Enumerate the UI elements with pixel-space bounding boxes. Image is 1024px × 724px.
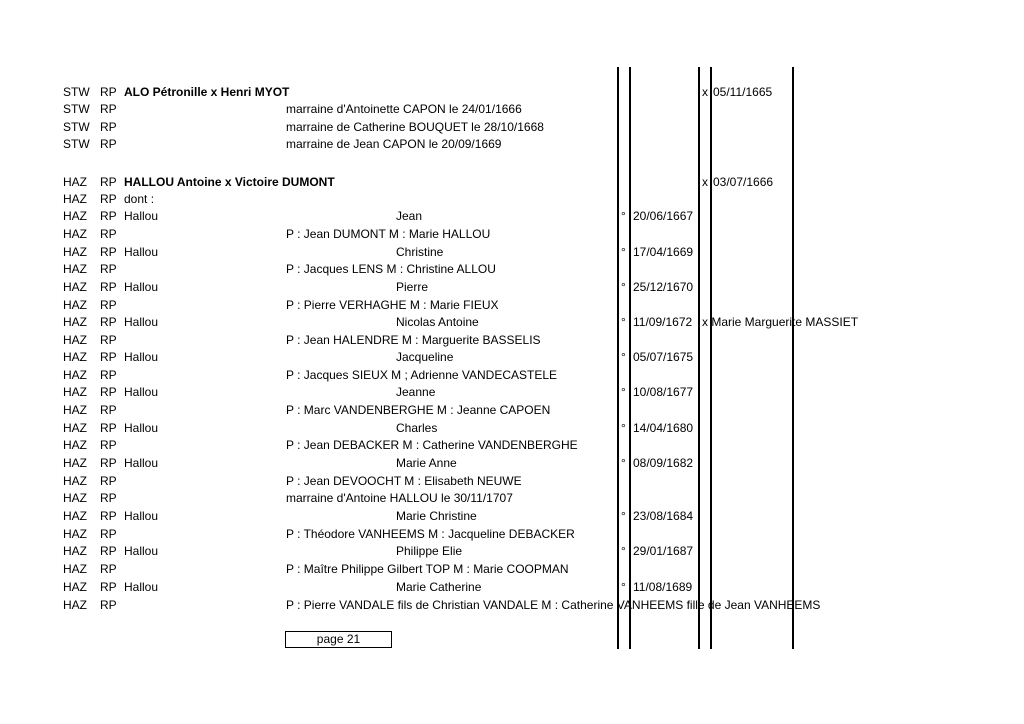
birth-date: 14/04/1680 bbox=[633, 421, 694, 435]
register-code: HAZ bbox=[63, 527, 87, 541]
entry-text: P : Jean DEVOOCHT M : Elisabeth NEUWE bbox=[286, 474, 522, 488]
entry-text: marraine d'Antoinette CAPON le 24/01/1666 bbox=[286, 102, 522, 116]
birth-date: 23/08/1684 bbox=[633, 509, 694, 523]
register-code: HAZ bbox=[63, 315, 87, 329]
register-code: HAZ bbox=[63, 262, 87, 276]
entry-text: P : Théodore VANHEEMS M : Jacqueline DEBACKER bbox=[286, 527, 575, 541]
register-rp: RP bbox=[100, 102, 117, 116]
table-row bbox=[0, 543, 1024, 560]
birth-mark: ° bbox=[621, 580, 626, 594]
register-rp: RP bbox=[100, 209, 117, 223]
register-code: HAZ bbox=[63, 598, 87, 612]
register-rp: RP bbox=[100, 544, 117, 558]
marriage-mark: x Marie Marguerite MASSIET bbox=[702, 315, 859, 329]
register-rp: RP bbox=[100, 474, 117, 488]
register-rp: RP bbox=[100, 562, 117, 576]
register-rp: RP bbox=[100, 456, 117, 470]
table-row bbox=[0, 314, 1024, 331]
table-row bbox=[0, 420, 1024, 437]
register-rp: RP bbox=[100, 509, 117, 523]
entry-text: marraine de Catherine BOUQUET le 28/10/1668 bbox=[286, 120, 544, 134]
register-code: HAZ bbox=[63, 227, 87, 241]
birth-mark: ° bbox=[621, 350, 626, 364]
birth-date: 25/12/1670 bbox=[633, 280, 694, 294]
family-name: Hallou bbox=[124, 385, 159, 399]
register-rp: RP bbox=[100, 580, 117, 594]
register-code: HAZ bbox=[63, 385, 87, 399]
entry-text: P : Pierre VANDALE fils de Christian VANDALE M : Catherine VANHEEMS fille de Jean VANHEEMS bbox=[286, 598, 821, 612]
birth-mark: ° bbox=[621, 209, 626, 223]
register-rp: RP bbox=[100, 315, 117, 329]
register-code: HAZ bbox=[63, 491, 87, 505]
register-rp: RP bbox=[100, 262, 117, 276]
family-name: Hallou bbox=[124, 509, 159, 523]
family-name: Hallou bbox=[124, 315, 159, 329]
table-row bbox=[0, 367, 1024, 384]
table-row bbox=[0, 191, 1024, 208]
register-rp: RP bbox=[100, 527, 117, 541]
table-row bbox=[0, 84, 1024, 101]
family-name: Hallou bbox=[124, 580, 159, 594]
table-row bbox=[0, 332, 1024, 349]
child-name: Charles bbox=[396, 421, 438, 435]
register-code: HAZ bbox=[63, 580, 87, 594]
marriage-mark: x bbox=[702, 175, 708, 189]
table-row bbox=[0, 244, 1024, 261]
birth-mark: ° bbox=[621, 509, 626, 523]
register-code: HAZ bbox=[63, 509, 87, 523]
table-row bbox=[0, 119, 1024, 136]
entry-text: P : Jacques LENS M : Christine ALLOU bbox=[286, 262, 496, 276]
register-rp: RP bbox=[100, 598, 117, 612]
entry-text: P : Jacques SIEUX M ; Adrienne VANDECASTELE bbox=[286, 368, 558, 382]
entry-text: P : Pierre VERHAGHE M : Marie FIEUX bbox=[286, 298, 499, 312]
page-number: page 21 bbox=[316, 632, 361, 646]
register-rp: RP bbox=[100, 491, 117, 505]
register-code: HAZ bbox=[63, 350, 87, 364]
register-rp: RP bbox=[100, 403, 117, 417]
child-name: Pierre bbox=[396, 280, 429, 294]
register-rp: RP bbox=[100, 385, 117, 399]
register-rp: RP bbox=[100, 333, 117, 347]
family-name: Hallou bbox=[124, 544, 159, 558]
table-row bbox=[0, 384, 1024, 401]
table-row bbox=[0, 437, 1024, 454]
register-rp: RP bbox=[100, 350, 117, 364]
entry-text: P : Jean DEBACKER M : Catherine VANDENBERGHE bbox=[286, 438, 578, 452]
birth-mark: ° bbox=[621, 280, 626, 294]
table-row bbox=[0, 226, 1024, 243]
register-code: HAZ bbox=[63, 368, 87, 382]
table-row bbox=[0, 526, 1024, 543]
table-row bbox=[0, 136, 1024, 153]
family-name: Hallou bbox=[124, 421, 159, 435]
birth-mark: ° bbox=[621, 245, 626, 259]
birth-mark: ° bbox=[621, 456, 626, 470]
page-number-box bbox=[285, 631, 392, 648]
family-name: Hallou bbox=[124, 209, 159, 223]
register-rp: RP bbox=[100, 280, 117, 294]
birth-date: 17/04/1669 bbox=[633, 245, 694, 259]
birth-mark: ° bbox=[621, 315, 626, 329]
entry-text: marraine d'Antoine HALLOU le 30/11/1707 bbox=[286, 491, 513, 505]
table-row bbox=[0, 473, 1024, 490]
birth-date: 11/08/1689 bbox=[633, 580, 693, 594]
register-code: HAZ bbox=[63, 192, 87, 206]
register-rp: RP bbox=[100, 192, 117, 206]
child-name: Marie Anne bbox=[396, 456, 457, 470]
register-code: HAZ bbox=[63, 245, 87, 259]
table-row bbox=[0, 561, 1024, 578]
table-row bbox=[0, 297, 1024, 314]
register-rp: RP bbox=[100, 298, 117, 312]
marriage-mark: x bbox=[702, 85, 708, 99]
family-name: Hallou bbox=[124, 350, 159, 364]
birth-mark: ° bbox=[621, 421, 626, 435]
family-name: Hallou bbox=[124, 280, 159, 294]
register-code: STW bbox=[63, 102, 90, 116]
table-row bbox=[0, 174, 1024, 191]
birth-date: 08/09/1682 bbox=[633, 456, 694, 470]
table-row bbox=[0, 349, 1024, 366]
family-heading: ALO Pétronille x Henri MYOT bbox=[124, 85, 290, 99]
child-name: Jacqueline bbox=[396, 350, 454, 364]
register-rp: RP bbox=[100, 120, 117, 134]
child-name: Jean bbox=[396, 209, 423, 223]
marriage-date: 05/11/1665 bbox=[713, 85, 773, 99]
entry-text: P : Marc VANDENBERGHE M : Jeanne CAPOEN bbox=[286, 403, 551, 417]
table-row bbox=[0, 208, 1024, 225]
table-row bbox=[0, 279, 1024, 296]
register-code: HAZ bbox=[63, 456, 87, 470]
register-code: HAZ bbox=[63, 280, 87, 294]
family-name: Hallou bbox=[124, 245, 159, 259]
family-heading: HALLOU Antoine x Victoire DUMONT bbox=[124, 175, 335, 189]
entry-text: P : Jean HALENDRE M : Marguerite BASSELIS bbox=[286, 333, 541, 347]
register-rp: RP bbox=[100, 227, 117, 241]
table-row bbox=[0, 597, 1024, 614]
register-code: HAZ bbox=[63, 333, 87, 347]
register-rp: RP bbox=[100, 438, 117, 452]
entry-text: marraine de Jean CAPON le 20/09/1669 bbox=[286, 137, 502, 151]
register-code: HAZ bbox=[63, 544, 87, 558]
register-code: STW bbox=[63, 120, 90, 134]
table-row bbox=[0, 261, 1024, 278]
child-name: Marie Catherine bbox=[396, 580, 482, 594]
table-row bbox=[0, 455, 1024, 472]
register-code: STW bbox=[63, 137, 90, 151]
birth-date: 20/06/1667 bbox=[633, 209, 694, 223]
entry-text: P : Maître Philippe Gilbert TOP M : Marie COOPMAN bbox=[286, 562, 569, 576]
register-code: HAZ bbox=[63, 562, 87, 576]
birth-date: 05/07/1675 bbox=[633, 350, 694, 364]
register-code: HAZ bbox=[63, 298, 87, 312]
birth-date: 10/08/1677 bbox=[633, 385, 694, 399]
register-rp: RP bbox=[100, 137, 117, 151]
birth-date: 29/01/1687 bbox=[633, 544, 694, 558]
marriage-date: 03/07/1666 bbox=[713, 175, 774, 189]
table-row bbox=[0, 579, 1024, 596]
birth-date: 11/09/1672 bbox=[633, 315, 693, 329]
register-rp: RP bbox=[100, 421, 117, 435]
register-code: HAZ bbox=[63, 175, 87, 189]
register-code: HAZ bbox=[63, 403, 87, 417]
entry-text: P : Jean DUMONT M : Marie HALLOU bbox=[286, 227, 491, 241]
table-row bbox=[0, 402, 1024, 419]
birth-mark: ° bbox=[621, 544, 626, 558]
child-name: Marie Christine bbox=[396, 509, 477, 523]
birth-mark: ° bbox=[621, 385, 626, 399]
register-code: HAZ bbox=[63, 438, 87, 452]
register-code: HAZ bbox=[63, 421, 87, 435]
register-rp: RP bbox=[100, 175, 117, 189]
family-name: dont : bbox=[124, 192, 155, 206]
table-row bbox=[0, 490, 1024, 507]
child-name: Jeanne bbox=[396, 385, 436, 399]
table-row bbox=[0, 508, 1024, 525]
family-name: Hallou bbox=[124, 456, 159, 470]
register-rp: RP bbox=[100, 245, 117, 259]
register-code: STW bbox=[63, 85, 90, 99]
child-name: Philippe Elie bbox=[396, 544, 463, 558]
register-code: HAZ bbox=[63, 209, 87, 223]
register-code: HAZ bbox=[63, 474, 87, 488]
child-name: Christine bbox=[396, 245, 444, 259]
register-rp: RP bbox=[100, 368, 117, 382]
register-rp: RP bbox=[100, 85, 117, 99]
table-row bbox=[0, 101, 1024, 118]
child-name: Nicolas Antoine bbox=[396, 315, 479, 329]
